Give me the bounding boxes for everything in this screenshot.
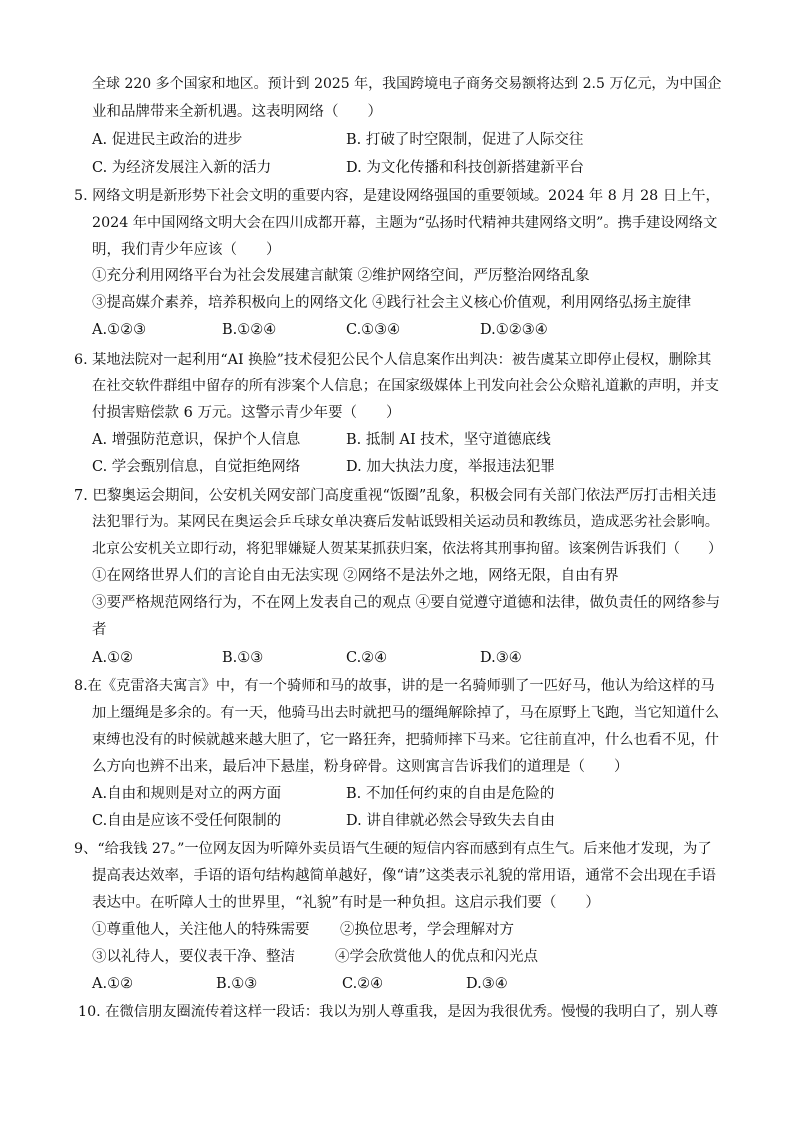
q9-option-a: A.①② xyxy=(92,976,134,992)
q7-statement-2-cont: 者 xyxy=(92,622,107,638)
q5-option-b: B.①②④ xyxy=(222,322,277,338)
q9-text-line-1: 9、“给我钱 27。”一位网友因为听障外卖员语气生硬的短信内容而感到有点生气。后来他才发现，为了 xyxy=(74,841,712,857)
q10-text-line-1: 10. 在微信朋友圈流传着这样一段话：我以为别人尊重我，是因为我很优秀。慢慢的我明白了，别人尊 xyxy=(78,1004,718,1020)
q4-text-line-1: 全球 220 多个国家和地区。预计到 2025 年，我国跨境电子商务交易额将达到 2.5 万亿元，为中国企 xyxy=(92,76,722,92)
q9-statement-2: ②换位思考，学会理解对方 xyxy=(340,922,514,938)
q9-statement-4: ④学会欣赏他人的优点和闪光点 xyxy=(335,949,538,965)
q8-option-d: D. 讲自律就必然会导致失去自由 xyxy=(346,813,555,829)
q5-statement-1: ①充分利用网络平台为社会发展建言献策 ②维护网络空间，严厉整治网络乱象 xyxy=(92,268,590,284)
q8-text-line-2: 加上缰绳是多余的。有一天，他骑马出去时就把马的缰绳解除掉了，马在原野上飞跑，当它知道什么 xyxy=(92,705,720,721)
q9-text-line-3: 表达中。在听障人士的世界里，“礼貌”有时是一种负担。这启示我们要（ ） xyxy=(92,895,600,911)
q4-option-b: B. 打破了时空限制，促进了人际交往 xyxy=(346,132,584,148)
q6-text-line-1: 6. 某地法院对一起利用“AI 换脸”技术侵犯公民个人信息案作出判决：被告虞某立即停止侵权，删除其 xyxy=(74,352,712,368)
q9-statement-1: ①尊重他人，关注他人的特殊需要 xyxy=(92,922,310,938)
q9-statement-3: ③以礼待人，要仪表干净、整洁 xyxy=(92,949,295,965)
q8-text-line-3: 束缚也没有的时候就越来越大胆了，它一路狂奔，把骑师摔下马来。它往前直冲，什么也看不见，什 xyxy=(92,732,720,748)
q7-option-a: A.①② xyxy=(92,650,134,666)
q8-text-line-4: 么方向也辨不出来，最后冲下悬崖，粉身碎骨。这则寓言告诉我们的道理是（ ） xyxy=(92,759,629,775)
q7-option-c: C.②④ xyxy=(346,650,388,666)
q6-option-b: B. 抵制 AI 技术，坚守道德底线 xyxy=(346,432,551,448)
q5-statement-2: ③提高媒介素养，培养积极向上的网络文化 ④践行社会主义核心价值观，利用网络弘扬主旋律 xyxy=(92,295,692,311)
q4-option-c: C. 为经济发展注入新的活力 xyxy=(92,160,272,176)
q5-option-a: A.①②③ xyxy=(92,322,147,338)
q8-option-c: C.自由是应该不受任何限制的 xyxy=(92,813,282,829)
q5-text-line-2: 2024 年中国网络文明大会在四川成都开幕，主题为“弘扬时代精神共建网络文明”。携手建设网络文 xyxy=(92,215,718,231)
q4-option-a: A. 促进民主政治的进步 xyxy=(92,132,243,148)
q6-option-c: C. 学会甄别信息，自觉拒绝网络 xyxy=(92,459,301,475)
q7-text-line-1: 7. 巴黎奥运会期间，公安机关网安部门高度重视“饭圈”乱象，积极会同有关部门依法严厉打击相关违 xyxy=(74,488,717,504)
q5-text-line-1: 5. 网络文明是新形势下社会文明的重要内容，是建设网络强国的重要领域。2024 年 8 月 28 日上午， xyxy=(74,188,720,204)
q8-option-a: A.自由和规则是对立的两方面 xyxy=(92,786,282,802)
q4-option-d: D. 为文化传播和科技创新搭建新平台 xyxy=(346,160,584,176)
q6-option-d: D. 加大执法力度，举报违法犯罪 xyxy=(346,459,555,475)
q6-option-a: A. 增强防范意识，保护个人信息 xyxy=(92,432,301,448)
q5-option-d: D.①②③④ xyxy=(480,322,548,338)
q8-option-b: B. 不加任何约束的自由是危险的 xyxy=(346,786,555,802)
q6-text-line-3: 付损害赔偿款 6 万元。这警示青少年要（ ） xyxy=(92,405,401,421)
q7-text-line-2: 法犯罪行为。某网民在奥运会乒乓球女单决赛后发帖诋毁相关运动员和教练员，造成恶劣社会影响。 xyxy=(92,514,720,530)
q4-text-line-2: 业和品牌带来全新机遇。这表明网络（ ） xyxy=(92,104,382,120)
q5-text-line-3: 明，我们青少年应该（ ） xyxy=(92,242,281,258)
q7-option-d: D.③④ xyxy=(480,650,522,666)
q7-text-line-3: 北京公安机关立即行动，将犯罪嫌疑人贺某某抓获归案，依法将其刑事拘留。该案例告诉我们（ ） xyxy=(92,541,722,557)
q9-option-c: C.②④ xyxy=(342,976,384,992)
q6-text-line-2: 在社交软件群组中留存的所有涉案个人信息；在国家级媒体上刊发向社会公众赔礼道歉的声明，并支 xyxy=(92,378,720,394)
q5-option-c: C.①③④ xyxy=(346,322,401,338)
q9-text-line-2: 提高表达效率，手语的语句结构越简单越好，像“请”这类表示礼貌的常用语，通常不会出现在手语 xyxy=(92,868,716,884)
q7-statement-2: ③要严格规范网络行为，不在网上发表自己的观点 ④要自觉遵守道德和法律，做负责任的网络参与 xyxy=(92,595,721,611)
q9-option-b: B.①③ xyxy=(216,976,258,992)
q7-option-b: B.①③ xyxy=(222,650,264,666)
q7-statement-1: ①在网络世界人们的言论自由无法实现 ②网络不是法外之地，网络无限，自由有界 xyxy=(92,568,619,584)
q9-option-d: D.③④ xyxy=(466,976,508,992)
q8-text-line-1: 8.在《克雷洛夫寓言》中，有一个骑师和马的故事，讲的是一名骑师驯了一匹好马，他认为给这样的马 xyxy=(74,678,715,694)
